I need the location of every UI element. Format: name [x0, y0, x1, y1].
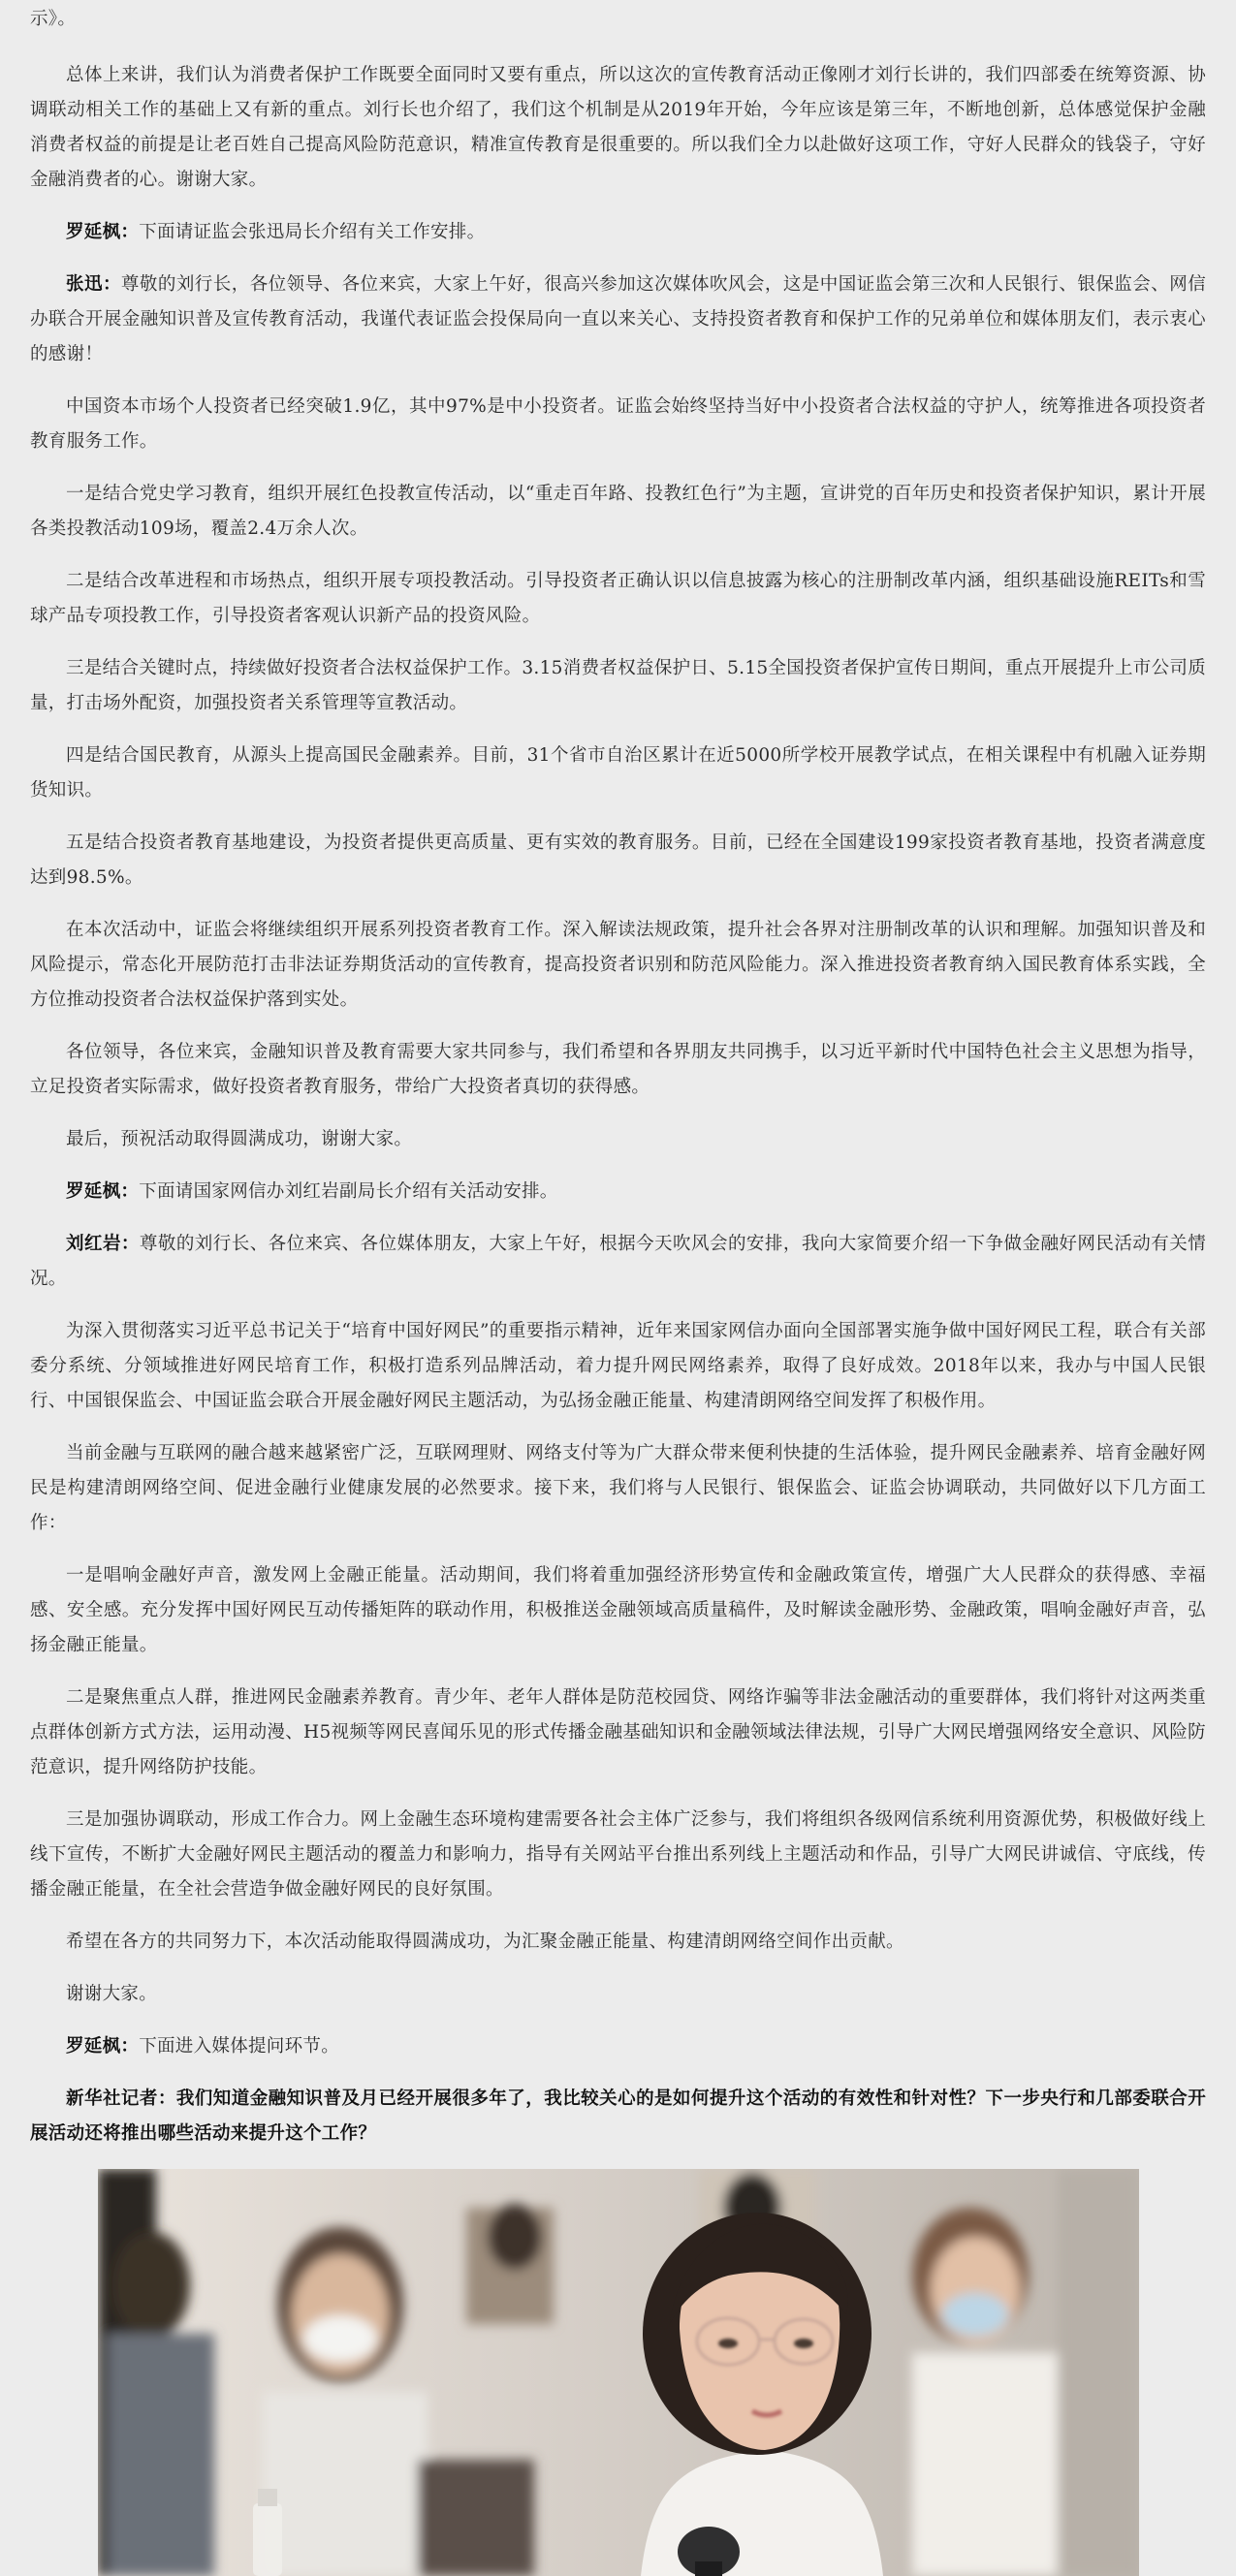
- paragraph-text: 当前金融与互联网的融合越来越紧密广泛，互联网理财、网络支付等为广大群众带来便利快捷的生活体验，提升网民金融素养、培育金融好网民是构建清朗网络空间、促进金融行业健康发展的必然要求。接下来，我们将与人民银行、银保监会、证监会协调联动，共同做好以下几方面工作：: [30, 1443, 1206, 1533]
- article-paragraph: [30, 651, 1206, 721]
- speaker-name: 张迅：: [66, 274, 121, 295]
- paragraph-text: 尊敬的刘行长，各位领导、各位来宾，大家上午好，很高兴参加这次媒体吹风会，这是中国证监会第三次和人民银行、银保监会、网信办联合开展金融知识普及宣传教育活动，我谨代表证监会投保局向一直以来关心、支持投资者教育和保护工作的兄弟单位和媒体朋友们，表示衷心的感谢！: [30, 274, 1206, 364]
- article-paragraph: [30, 390, 1206, 459]
- paragraph-text: 尊敬的刘行长、各位来宾、各位媒体朋友，大家上午好，根据今天吹风会的安排，我向大家简要介绍一下争做金融好网民活动有关情况。: [30, 1234, 1207, 1289]
- article-paragraph: [30, 1035, 1206, 1105]
- speaker-name: 罗延枫：: [66, 222, 140, 242]
- article-paragraph: [30, 1175, 1206, 1209]
- speaker-figure: [641, 2213, 883, 2576]
- article-paragraph: [30, 1314, 1206, 1419]
- paragraph-text: 为深入贯彻落实习近平总书记关于“培育中国好网民”的重要指示精神，近年来国家网信办面向全国部署实施争做中国好网民工程，联合有关部委分系统、分领域推进好网民培育工作，积极打造系列品牌活动，着力提升网民网络素养，取得了良好成效。2018年以来，我办与中国人民银行、中国银保监会、中国证监会联合开展金融好网民主题活动，为弘扬金融正能量、构建清朗网络空间发挥了积极作用。: [30, 1321, 1206, 1411]
- article-body: [30, 0, 1206, 2576]
- paragraph-text: 一是结合党史学习教育，组织开展红色投教宣传活动，以“重走百年路、投教红色行”为主题，宣讲党的百年历史和投资者保护知识，累计开展各类投教活动109场，覆盖2.4万余人次。: [30, 484, 1206, 539]
- article-paragraph: [30, 2029, 1206, 2064]
- paragraph-text: 二是聚焦重点人群，推进网民金融素养教育。青少年、老年人群体是防范校园贷、网络诈骗等非法金融活动的重要群体，我们将针对这两类重点群体创新方式方法，运用动漫、H5视频等网民喜闻乐见的形式传播金融基础知识和金融领域法律法规，引导广大网民增强网络安全意识、风险防范意识，提升网络防护技能。: [30, 1687, 1206, 1777]
- article-paragraph: [30, 913, 1206, 1018]
- speaker-name: 罗延枫：: [66, 2036, 140, 2057]
- paragraph-text: 谢谢大家。: [66, 1984, 158, 2004]
- reporter-question: 新华社记者：我们知道金融知识普及月已经开展很多年了，我比较关心的是如何提升这个活动的有效性和针对性？下一步央行和几部委联合开展活动还将推出哪些活动来提升这个工作？: [30, 2089, 1206, 2144]
- paragraph-list: [30, 58, 1206, 2064]
- paragraph-fragment: 示》。: [30, 9, 77, 29]
- article-paragraph: [30, 1436, 1206, 1541]
- article-paragraph: [30, 267, 1206, 372]
- paragraph-text: 希望在各方的共同努力下，本次活动能取得圆满成功，为汇聚金融正能量、构建清朗网络空间作出贡献。: [66, 1932, 904, 1952]
- article-paragraph: [30, 477, 1206, 547]
- article-paragraph: [30, 1558, 1206, 1663]
- speaker-name: 罗延枫：: [66, 1181, 140, 1202]
- article-paragraph: [30, 1977, 1206, 2012]
- paragraph-text: 下面请国家网信办刘红岩副局长介绍有关活动安排。: [139, 1181, 558, 1202]
- paragraph-text: 三是加强协调联动，形成工作合力。网上金融生态环境构建需要各社会主体广泛参与，我们将组织各级网信系统利用资源优势，积极做好线上线下宣传，不断扩大金融好网民主题活动的覆盖力和影响力，指导有关网站平台推出系列线上主题活动和作品，引导广大网民讲诚信、守底线，传播金融正能量，在全社会营造争做金融好网民的良好氛围。: [30, 1809, 1206, 1900]
- paragraph-text: 下面进入媒体提问环节。: [139, 2036, 340, 2057]
- photo-illustration: [98, 2169, 1139, 2576]
- article-paragraph: [30, 58, 1206, 198]
- speaker-name: 刘红岩：: [66, 1234, 140, 1254]
- paragraph-text: 中国资本市场个人投资者已经突破1.9亿，其中97%是中小投资者。证监会始终坚持当好中小投资者合法权益的守护人，统筹推进各项投资者教育服务工作。: [30, 396, 1206, 452]
- article-paragraph: [30, 1122, 1206, 1157]
- article-paragraph: [30, 564, 1206, 634]
- article-paragraph: [30, 1925, 1206, 1960]
- paragraph-text: 三是结合关键时点，持续做好投资者合法权益保护工作。3.15消费者权益保护日、5.15全国投资者保护宣传日期间，重点开展提升上市公司质量，打击场外配资，加强投资者关系管理等宣教活动。: [30, 658, 1206, 713]
- article-paragraph: [30, 1681, 1206, 1785]
- paragraph-text: 最后，预祝活动取得圆满成功，谢谢大家。: [66, 1129, 413, 1149]
- article-paragraph: [30, 738, 1206, 808]
- paragraph-text: 五是结合投资者教育基地建设，为投资者提供更高质量、更有实效的教育服务。目前，已经在全国建设199家投资者教育基地，投资者满意度达到98.5%。: [30, 832, 1206, 888]
- paragraph-text: 一是唱响金融好声音，激发网上金融正能量。活动期间，我们将着重加强经济形势宣传和金融政策宣传，增强广大人民群众的获得感、幸福感、安全感。充分发挥中国好网民互动传播矩阵的联动作用，积极推送金融领域高质量稿件，及时解读金融形势、金融政策，唱响金融好声音，弘扬金融正能量。: [30, 1565, 1206, 1655]
- paragraph-text: 在本次活动中，证监会将继续组织开展系列投资者教育工作。深入解读法规政策，提升社会各界对注册制改革的认识和理解。加强知识普及和风险提示，常态化开展防范打击非法证券期货活动的宣传教育，提高投资者识别和防范风险能力。深入推进投资者教育纳入国民教育体系实践，全方位推动投资者合法权益保护落到实处。: [30, 920, 1206, 1010]
- paragraph-text: 各位领导，各位来宾，金融知识普及教育需要大家共同参与，我们希望和各界朋友共同携手，以习近平新时代中国特色社会主义思想为指导，立足投资者实际需求，做好投资者教育服务，带给广大投资者真切的获得感。: [30, 1042, 1206, 1097]
- paragraph-text: 四是结合国民教育，从源头上提高国民金融素养。目前，31个省市自治区累计在近5000所学校开展教学试点，在相关课程中有机融入证券期货知识。: [30, 745, 1206, 801]
- paragraph-text: 二是结合改革进程和市场热点，组织开展专项投教活动。引导投资者正确认识以信息披露为核心的注册制改革内涵，组织基础设施REITs和雪球产品专项投教工作，引导投资者客观认识新产品的投资风险。: [30, 571, 1206, 626]
- article-paragraph: [30, 1803, 1206, 1907]
- paragraph-text: 下面请证监会张迅局长介绍有关工作安排。: [139, 222, 486, 242]
- press-conference-photo: [98, 2169, 1139, 2576]
- article-paragraph: [30, 215, 1206, 250]
- article-paragraph: [30, 826, 1206, 895]
- paragraph-text: 总体上来讲，我们认为消费者保护工作既要全面同时又要有重点，所以这次的宣传教育活动正像刚才刘行长讲的，我们四部委在统筹资源、协调联动相关工作的基础上又有新的重点。刘行长也介绍了，我们这个机制是从2019年开始，今年应该是第三年，不断地创新，总体感觉保护金融消费者权益的前提是让老百姓自己提高风险防范意识，精准宣传教育是很重要的。所以我们全力以赴做好这项工作，守好人民群众的钱袋子，守好金融消费者的心。谢谢大家。: [30, 65, 1206, 190]
- article-paragraph: [30, 1227, 1206, 1297]
